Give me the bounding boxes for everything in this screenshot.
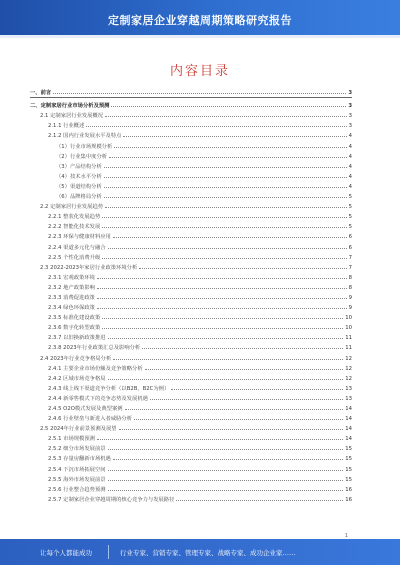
- toc-entry-label: 二、定制家居行业市场分析及预测: [30, 103, 110, 110]
- toc-entry[interactable]: [30, 160, 352, 170]
- toc-entry[interactable]: [30, 86, 352, 96]
- toc-entry-page: 3: [348, 113, 352, 120]
- toc-entry-label: 2.4.1 主要企业市场份额及竞争策略分析: [48, 365, 143, 372]
- toc-entry-label: 2.5 2024年行业前景预测及展望: [40, 426, 117, 433]
- toc-entry-page: 10: [345, 325, 352, 332]
- toc-entry-label: 2.5.4 下沉市场拓展空间: [48, 466, 106, 473]
- footer-banner: [0, 539, 400, 565]
- toc-leader-dots: [111, 105, 346, 107]
- toc-leader-dots: [105, 115, 347, 117]
- toc-entry-page: 15: [345, 476, 352, 483]
- toc-entry-label: 2.4.3 线上线下渠道竞争分析（以B2B、B2C为例）: [48, 385, 170, 392]
- toc-entry-label: 2.3.7 以旧换新政策推进: [48, 335, 106, 342]
- toc-entry[interactable]: [30, 230, 352, 240]
- toc-leader-dots: [114, 146, 346, 148]
- toc-entry-page: 4: [348, 153, 352, 160]
- toc-entry-label: 2.4.2 区域市场竞争格局: [48, 375, 106, 382]
- toc-entry[interactable]: [30, 119, 352, 129]
- toc-leader-dots: [108, 489, 344, 491]
- toc-entry-page: 10: [345, 315, 352, 322]
- toc-entry-label: 2.5.1 市场规模预测: [48, 436, 95, 443]
- toc-leader-dots: [97, 297, 347, 299]
- toc-leader-dots: [86, 125, 346, 127]
- toc-entry[interactable]: [30, 382, 352, 392]
- toc-entry[interactable]: [30, 473, 352, 483]
- toc-entry[interactable]: [30, 331, 352, 341]
- toc-entry-page: 14: [345, 426, 352, 433]
- toc-leader-dots: [113, 458, 343, 460]
- toc-heading: 内容目录: [169, 64, 230, 79]
- toc-entry[interactable]: [30, 220, 352, 230]
- toc-leader-dots: [97, 277, 347, 279]
- toc-entry[interactable]: [30, 301, 352, 311]
- toc-entry-page: 11: [345, 335, 352, 342]
- toc-entry-label: 2.5.3 存量房翻新市场机遇: [48, 456, 111, 463]
- toc-leader-dots: [108, 247, 347, 249]
- toc-entry-page: 13: [345, 395, 352, 402]
- toc-entry-page: 4: [348, 163, 352, 170]
- toc-entry[interactable]: [30, 362, 352, 372]
- toc-leader-dots: [134, 418, 343, 420]
- toc-leader-dots: [113, 236, 347, 238]
- toc-entry[interactable]: [30, 240, 352, 250]
- toc-entry[interactable]: [30, 190, 352, 200]
- toc-entry[interactable]: [30, 321, 352, 331]
- toc-entry[interactable]: [30, 109, 352, 119]
- toc-entry[interactable]: [30, 210, 352, 220]
- toc-entry[interactable]: [30, 392, 352, 402]
- toc-entry-page: 5: [348, 214, 352, 221]
- toc-entry-label: 2.3.5 标准化建设政策: [48, 315, 101, 322]
- toc-entry-page: 12: [345, 355, 352, 362]
- toc-entry[interactable]: [30, 483, 352, 493]
- toc-entry-page: 15: [345, 466, 352, 473]
- toc-entry-label: 2.2 定制家居行业发展趋势: [40, 204, 104, 211]
- toc-entry[interactable]: [30, 261, 352, 271]
- toc-entry-label: （1）行业市场规模分析: [56, 143, 113, 150]
- toc-entry-page: 16: [345, 496, 352, 503]
- toc-entry-label: （6）品牌格局分析: [56, 194, 102, 201]
- toc-entry-page: 14: [345, 406, 352, 412]
- toc-leader-dots: [102, 226, 346, 228]
- toc-entry-page: 8: [348, 274, 352, 281]
- toc-entry-page: 7: [348, 264, 352, 271]
- toc-entry[interactable]: [30, 462, 352, 472]
- toc-leader-dots: [139, 267, 346, 269]
- toc-entry-label: 2.2.5 个性化消费升级: [48, 254, 101, 261]
- toc-entry[interactable]: [30, 341, 352, 351]
- toc-entry-page: 11: [345, 345, 352, 352]
- toc-leader-dots: [105, 206, 347, 208]
- toc-entry-page: 8: [348, 284, 352, 291]
- toc-entry-label: 2.3.4 绿色环保政策: [48, 305, 95, 312]
- toc-entry-page: 4: [348, 133, 352, 140]
- toc-leader-dots: [104, 186, 347, 188]
- toc-entry[interactable]: [30, 402, 352, 412]
- toc-entry-page: 3: [348, 90, 352, 97]
- toc-entry[interactable]: [30, 139, 352, 149]
- toc-entry[interactable]: [30, 200, 352, 210]
- footer-experts: 行业专家、营销专家、管理专家、战略专家、成功企业家……: [120, 549, 296, 557]
- toc-leader-dots: [104, 176, 347, 178]
- toc-leader-dots: [102, 257, 346, 259]
- toc-divider: [30, 97, 352, 98]
- toc-entry-label: 2.4.5 O2O模式发展及典型案例: [48, 406, 123, 412]
- toc-entry-label: （2）行业集中度分析: [56, 153, 108, 160]
- toc-leader-dots: [104, 196, 347, 198]
- toc-leader-dots: [53, 92, 346, 94]
- toc-entry-label: 2.3.6 数字化转型政策: [48, 325, 101, 332]
- toc-entry[interactable]: [30, 311, 352, 321]
- toc-leader-dots: [97, 307, 347, 309]
- toc-leader-dots: [102, 216, 346, 218]
- toc-entry-page: 7: [348, 254, 352, 261]
- toc-entry-label: （3）产品结构分析: [56, 163, 102, 170]
- toc-entry[interactable]: [30, 251, 352, 261]
- toc-leader-dots: [109, 156, 347, 158]
- toc-entry-label: 2.2.2 智能化技术发展: [48, 224, 101, 231]
- toc-entry[interactable]: [30, 452, 352, 462]
- toc-entry-label: （5）渠道结构分析: [56, 183, 102, 190]
- toc-entry-page: 5: [348, 194, 352, 201]
- toc-entry[interactable]: [30, 372, 352, 382]
- toc-entry-label: 2.5.5 海外市场发展前景: [48, 476, 106, 483]
- toc-leader-dots: [142, 347, 343, 349]
- toc-leader-dots: [108, 479, 344, 481]
- toc-leader-dots: [113, 358, 343, 360]
- toc-entry-label: （4）技术水平分析: [56, 173, 102, 180]
- toc-entry[interactable]: [30, 150, 352, 160]
- toc-entry-page: 12: [345, 375, 352, 382]
- toc-leader-dots: [108, 378, 344, 380]
- table-of-contents: [30, 86, 352, 503]
- toc-leader-dots: [176, 499, 343, 501]
- footer-divider: [108, 545, 109, 559]
- toc-entry-page: 15: [345, 456, 352, 463]
- toc-entry-page: 6: [348, 234, 352, 241]
- toc-leader-dots: [104, 166, 347, 168]
- toc-entry-label: 2.5.6 行业整合趋势预测: [48, 486, 106, 493]
- toc-entry-label: 2.1.2 国内行业发展水平及特点: [48, 133, 122, 140]
- toc-leader-dots: [102, 327, 343, 329]
- toc-entry[interactable]: [30, 99, 352, 109]
- toc-entry-page: 6: [348, 244, 352, 251]
- footer-slogan: 让每个人都能成功: [40, 549, 92, 557]
- toc-entry[interactable]: [30, 291, 352, 301]
- toc-entry-page: 4: [348, 173, 352, 180]
- toc-entry-label: 一、前言: [30, 90, 52, 97]
- toc-leader-dots: [108, 469, 344, 471]
- toc-leader-dots: [102, 317, 343, 319]
- toc-entry-label: 2.2.4 渠道多元化与融合: [48, 244, 106, 251]
- toc-entry[interactable]: [30, 422, 352, 432]
- toc-entry-label: 2.2.3 环保与健康材料应用: [48, 234, 111, 241]
- header-stripe: [0, 35, 400, 38]
- toc-entry-label: 2.3.2 地产政策影响: [48, 284, 95, 291]
- toc-entry-label: 2.3.3 消费促进政策: [48, 294, 95, 301]
- toc-leader-dots: [150, 398, 343, 400]
- toc-entry-page: 4: [348, 183, 352, 190]
- toc-leader-dots: [97, 438, 343, 440]
- toc-entry-label: 2.3 2022-2023年家居行业政策环境分析: [40, 264, 138, 271]
- toc-entry-page: 14: [345, 416, 352, 423]
- toc-entry-label: 2.3.8 2023年行业政策汇总及影响分析: [48, 345, 141, 352]
- toc-entry-label: 2.1 定制家居行业发展概况: [40, 113, 104, 120]
- report-title: 定制家居企业穿越周期策略研究报告: [108, 14, 292, 27]
- toc-leader-dots: [125, 408, 344, 410]
- toc-entry-label: 2.4.4 新零售模式下的竞争态势及发展机遇: [48, 395, 148, 402]
- toc-entry-label: 2.5.2 细分市场发展前景: [48, 446, 106, 453]
- toc-entry-page: 12: [345, 365, 352, 372]
- toc-entry[interactable]: [30, 351, 352, 361]
- toc-leader-dots: [145, 368, 344, 370]
- toc-entry-page: 16: [345, 486, 352, 493]
- toc-entry-label: 2.2.1 整装化发展趋势: [48, 214, 101, 221]
- toc-entry-label: 2.5.7 定制家居企业穿越周期的核心竞争力与发展路径: [48, 496, 175, 503]
- toc-entry-page: 3: [348, 123, 352, 130]
- toc-leader-dots: [171, 388, 343, 390]
- toc-entry[interactable]: [30, 432, 352, 442]
- toc-entry[interactable]: [30, 412, 352, 422]
- toc-entry-page: 3: [348, 103, 352, 110]
- toc-entry-page: 5: [348, 224, 352, 231]
- toc-entry-page: 9: [348, 294, 352, 301]
- toc-entry-page: 15: [345, 446, 352, 453]
- toc-entry-label: 2.4.6 行业壁垒与新进入者威胁分析: [48, 416, 133, 423]
- toc-entry[interactable]: [30, 442, 352, 452]
- toc-entry-label: 2.3.1 宏观政策环境: [48, 274, 95, 281]
- toc-leader-dots: [119, 428, 344, 430]
- toc-entry[interactable]: [30, 180, 352, 190]
- toc-leader-dots: [108, 337, 344, 339]
- toc-entry[interactable]: [30, 170, 352, 180]
- toc-entry[interactable]: [30, 493, 352, 503]
- report-header-banner: [0, 0, 400, 38]
- toc-entry-page: 9: [348, 305, 352, 312]
- toc-entry-page: 4: [348, 143, 352, 150]
- toc-entry-page: 14: [345, 436, 352, 443]
- page-number: 1: [344, 533, 348, 539]
- toc-entry[interactable]: [30, 281, 352, 291]
- toc-entry-page: 5: [348, 204, 352, 211]
- toc-entry[interactable]: [30, 271, 352, 281]
- toc-entry-page: 13: [345, 385, 352, 392]
- toc-leader-dots: [123, 135, 346, 137]
- toc-entry-label: 2.4 2023年行业竞争格局分析: [40, 355, 112, 362]
- toc-entry-label: 2.1.1 行业概述: [48, 123, 85, 130]
- toc-leader-dots: [97, 287, 347, 289]
- toc-leader-dots: [108, 448, 344, 450]
- toc-entry[interactable]: [30, 129, 352, 139]
